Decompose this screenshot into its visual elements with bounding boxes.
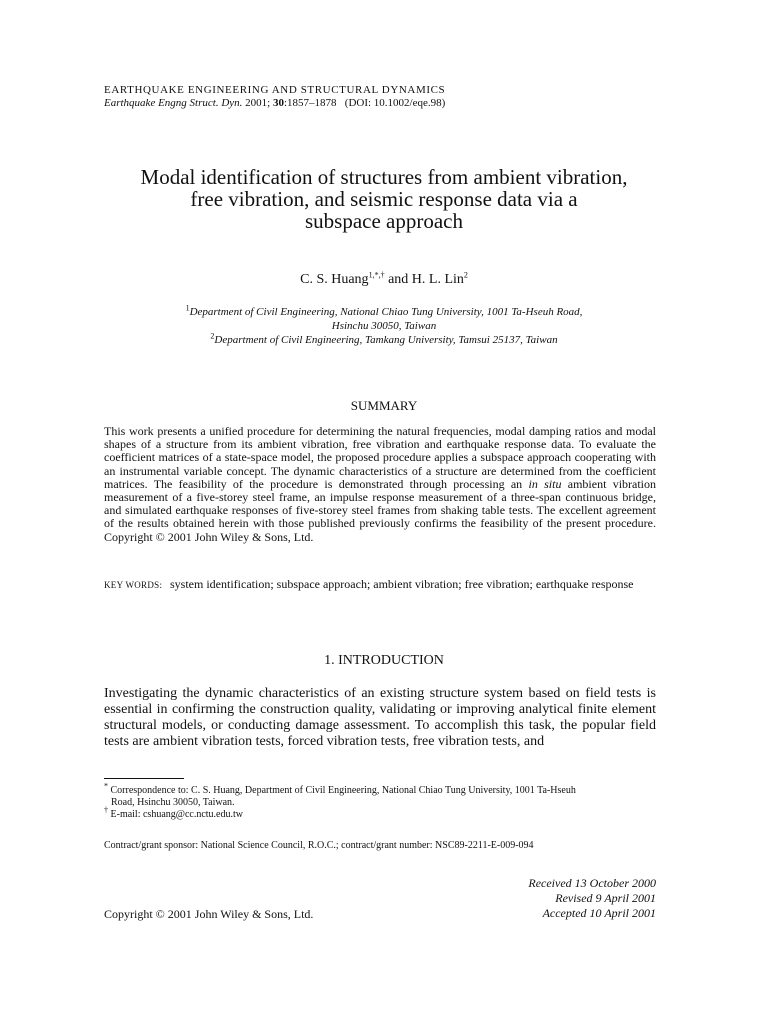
title-line-3: subspace approach	[304, 209, 463, 233]
affiliation-2-line-1: Department of Civil Engineering, Tamkang University, Tamsui 25137, Taiwan	[214, 334, 558, 346]
summary-heading: SUMMARY	[350, 398, 418, 413]
revised-date: Revised 9 April 2001	[555, 891, 656, 905]
author-connector: and	[388, 272, 409, 287]
summary-italic-term: in situ	[528, 476, 562, 491]
summary-text	[104, 425, 656, 544]
affiliation-2-mark: 2	[210, 331, 215, 341]
citation-line	[104, 97, 445, 109]
citation-doi: (DOI: 10.1002/eqe.98)	[344, 97, 446, 109]
author-1-marks: 1,*,†	[368, 270, 385, 280]
introduction-heading: 1. INTRODUCTION	[324, 653, 444, 668]
email-footnote	[104, 805, 660, 821]
correspondence-line-2: Road, Hsinchu 30050, Taiwan.	[111, 797, 235, 808]
received-date: Received 13 October 2000	[528, 876, 656, 890]
citation-year: 2001;	[245, 97, 271, 109]
summary-text-part-1: This work presents a unified procedure for determining the natural frequencies, modal damping ratios and modal shapes of a structure from its ambient vibration, free vibration and earthquake response data. To evaluate the coefficient matrices of a state-space model, the proposed procedure applies a subspace approach cooperating with an instrumental variable concept. The dynamic characteristics of a structure are determined from the coefficient matrices. The feasibility of the procedure is demonstrated through processing an	[104, 424, 656, 491]
footnote-rule	[104, 778, 184, 779]
affiliation-1-mark: 1	[185, 303, 190, 313]
correspondence-mark: *	[104, 781, 108, 791]
paper-title	[84, 166, 684, 232]
introduction-text: Investigating the dynamic characteristics of an existing structure system based on field tests is essential in confirming the construction quality, validating or improving analytical finite element structural models, or conducting damage assessment. To accomplish this task, the popular field tests are ambient vibration tests, forced vibration tests, free vibration tests, and	[104, 686, 656, 749]
affiliation-1-line-2: Hsinchu 30050, Taiwan	[331, 320, 437, 332]
author-line	[84, 272, 684, 288]
affiliation-1	[104, 305, 664, 319]
author-2: H. L. Lin	[411, 272, 464, 287]
article-dates	[456, 876, 656, 921]
citation-volume: 30	[272, 97, 284, 109]
journal-name: EARTHQUAKE ENGINEERING AND STRUCTURAL DYNAMICS	[104, 84, 446, 96]
keywords-label: KEY WORDS:	[104, 580, 163, 590]
affiliations	[104, 305, 664, 347]
summary-text-part-2: ambient vibration measurement of a five-storey steel frame, an impulse response measurement of a three-span continuous bridge, and simulated earthquake responses of five-storey steel frames from shaking table tests. The excellent agreement of the results obtained herein with those published previously confirms the feasibility of the present procedure. Copyright © 2001 John Wiley & Sons, Ltd.	[104, 476, 657, 544]
author-2-marks: 2	[463, 270, 468, 280]
correspondence-footnote	[104, 781, 660, 797]
email-text: E-mail: cshuang@cc.nctu.edu.tw	[110, 809, 243, 820]
affiliation-1-line-1: Department of Civil Engineering, National Chiao Tung University, 1001 Ta-Hseuh Road,	[189, 306, 583, 318]
accepted-date: Accepted 10 April 2001	[542, 906, 656, 920]
title-line-2: free vibration, and seismic response data via a	[190, 187, 578, 211]
keywords	[104, 578, 656, 592]
title-line-1: Modal identification of structures from ambient vibration,	[140, 165, 628, 189]
citation-pages: :1857–1878	[283, 97, 337, 109]
grant-sponsor: Contract/grant sponsor: National Science Council, R.O.C.; contract/grant number: NSC89-2211-E-009-094	[104, 840, 534, 851]
keywords-text: system identification; subspace approach; ambient vibration; free vibration; earthquake response	[170, 577, 634, 591]
copyright-notice: Copyright © 2001 John Wiley & Sons, Ltd.	[104, 907, 314, 921]
affiliation-2	[104, 333, 664, 347]
correspondence-line-1: Correspondence to: C. S. Huang, Department of Civil Engineering, National Chiao Tung University, 1001 Ta-Hseuh	[110, 785, 576, 796]
author-1: C. S. Huang	[300, 272, 369, 287]
citation-journal: Earthquake Engng Struct. Dyn.	[104, 97, 243, 109]
email-mark: †	[104, 805, 108, 815]
footnotes	[104, 781, 660, 821]
